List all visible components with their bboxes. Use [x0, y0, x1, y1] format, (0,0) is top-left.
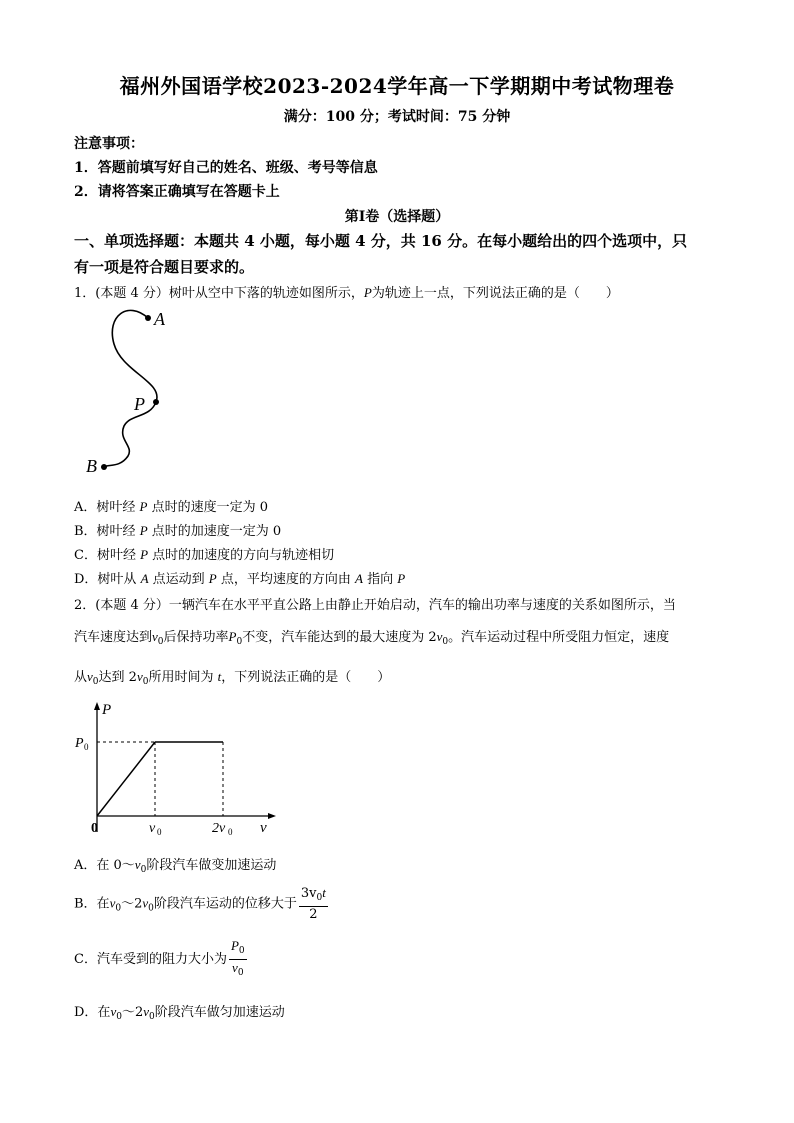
tick-label-2v0 — [212, 821, 233, 837]
point-p-dot — [153, 399, 159, 405]
y-axis-label: P — [102, 702, 112, 718]
notes-item-1: 1．答题前填写好自己的姓名、班级、考号等信息 — [74, 160, 378, 176]
q2-stem-line-1: 2．(本题 4 分）一辆汽车在水平平直公路上由静止开始启动，汽车的输出功率与速度的关系如图所示，当 — [74, 598, 676, 613]
q2-option-b: B．在$v_0\sim 2v_0$阶段汽车运动的位移大于 $\frac{3v_0t}{2}$ — [74, 885, 326, 922]
q2-power-velocity-chart — [70, 700, 280, 838]
q2-stem-line-2: 汽车速度达到$v_0$后保持功率$P_0$不变，汽车能达到的最大速度为 $2v_0$。汽车运动过程中所受阻力恒定，速度 — [74, 629, 670, 647]
point-b-dot — [101, 464, 107, 470]
svg-text:P: P — [75, 736, 84, 751]
tick-label-v0 — [149, 821, 162, 837]
section-line-2: 有一项是符合题目要求的。 — [74, 258, 255, 276]
svg-text:0: 0 — [228, 827, 233, 837]
label-a: A — [154, 309, 165, 329]
notes-heading: 注意事项： — [74, 136, 144, 152]
fraction-p0-over-v0: $\frac{P_0}{v_0}$ — [230, 938, 245, 978]
q1-option-c: C．树叶经 P 点时的加速度的方向与轨迹相切 — [74, 547, 335, 563]
y-axis-arrow — [94, 702, 100, 710]
q2-option-a: A．在 $0\sim v_0$阶段汽车做变加速运动 — [74, 857, 277, 875]
point-a-dot — [145, 315, 151, 321]
q1-option-a: A．树叶经 P 点时的速度一定为 0 — [74, 499, 269, 515]
leaf-trajectory-curve — [104, 310, 157, 467]
exam-title: 福州外国语学校2023-2024学年高一下学期期中考试物理卷 — [119, 74, 675, 98]
svg-text:2v: 2v — [212, 821, 226, 836]
label-p: P — [134, 394, 145, 414]
fraction-3v0t-over-2: $\frac{3v_0t}{2}$ — [300, 885, 326, 922]
q2-stem-line-3: 从$v_0$达到 $2v_0$所用时间为 t，下列说法正确的是（ ） — [74, 669, 391, 687]
x-axis-label: v — [260, 820, 267, 836]
notes-item-2: 2．请将答案正确填写在答题卡上 — [74, 184, 280, 200]
svg-text:0: 0 — [157, 827, 162, 837]
q2-option-d: D．在$v_0\sim 2v_0$阶段汽车做匀加速运动 — [74, 1004, 285, 1022]
x-axis-arrow — [268, 813, 276, 819]
svg-text:0: 0 — [84, 742, 89, 752]
q1-option-b: B．树叶经 P 点时的加速度一定为 0 — [74, 523, 282, 539]
q1-leaf-trajectory-figure — [80, 302, 200, 482]
part1-title: 第Ⅰ卷（选择题） — [344, 209, 450, 225]
exam-subtitle: 满分：100 分；考试时间：75 分钟 — [283, 109, 511, 125]
q1-option-d: D．树叶从 A 点运动到 P 点，平均速度的方向由 A 指向 P — [74, 571, 406, 587]
q2-option-c: C．汽车受到的阻力大小为 $\frac{P_0}{v_0}$ — [74, 938, 249, 981]
q1-stem: 1．(本题 4 分）树叶从空中下落的轨迹如图所示，P为轨迹上一点，下列说法正确的是（ ） — [74, 285, 619, 301]
section-line-1: 一、单项选择题：本题共 4 小题，每小题 4 分，共 16 分。在每小题给出的四个选项中，只 — [74, 232, 688, 250]
label-b: B — [86, 456, 97, 476]
tick-label-p0 — [74, 736, 89, 752]
series-segment-1 — [97, 742, 155, 816]
origin-label: 0 — [91, 821, 98, 836]
svg-text:v: v — [149, 821, 156, 836]
